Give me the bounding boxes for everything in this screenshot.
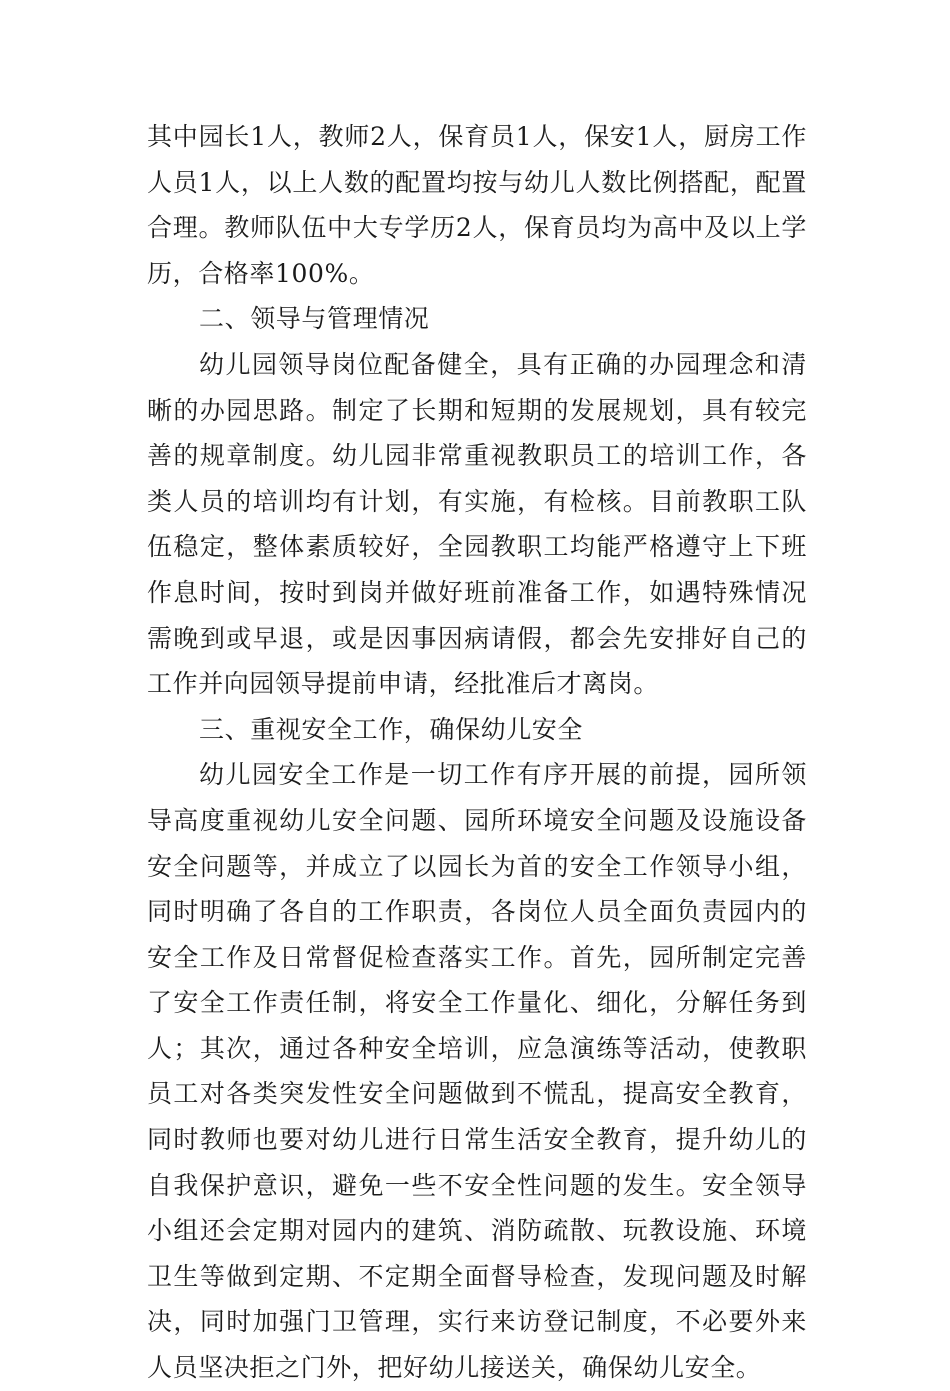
document-body — [147, 114, 807, 1391]
section-heading-leadership: 二、领导与管理情况 — [199, 304, 430, 334]
body-paragraph-staffing: 其中园长1人，教师2人，保育员1人，保安1人，厨房工作人员1人，以上人数的配置均按与幼儿人数比例搭配，配置合理。教师队伍中大专学历2人，保育员均为高中及以上学历，合格率100%。 — [147, 122, 807, 288]
section-heading-safety: 三、重视安全工作，确保幼儿安全 — [199, 714, 584, 744]
body-paragraph-safety: 幼儿园安全工作是一切工作有序开展的前提，园所领导高度重视幼儿安全问题、园所环境安全问题及设施设备安全问题等，并成立了以园长为首的安全工作领导小组，同时明确了各自的工作职责，各岗位人员全面负责园内的安全工作及日常督促检查落实工作。首先，园所制定完善了安全工作责任制，将安全工作量化、细化，分解任务到人；其次，通过各种安全培训，应急演练等活动，使教职员工对各类突发性安全问题做到不慌乱，提高安全教育，同时教师也要对幼儿进行日常生活安全教育，提升幼儿的自我保护意识，避免一些不安全性问题的发生。安全领导小组还会定期对园内的建筑、消防疏散、玩教设施、环境卫生等做到定期、不定期全面督导检查，发现问题及时解决，同时加强门卫管理，实行来访登记制度，不必要外来人员坚决拒之门外，把好幼儿接送关，确保幼儿安全。 — [147, 760, 807, 1383]
body-paragraph-leadership: 幼儿园领导岗位配备健全，具有正确的办园理念和清晰的办园思路。制定了长期和短期的发展规划，具有较完善的规章制度。幼儿园非常重视教职员工的培训工作，各类人员的培训均有计划，有实施，有检核。目前教职工队伍稳定，整体素质较好，全园教职工均能严格遵守上下班作息时间，按时到岗并做好班前准备工作，如遇特殊情况需晚到或早退，或是因事因病请假，都会先安排好自己的工作并向园领导提前申请，经批准后才离岗。 — [147, 349, 807, 699]
